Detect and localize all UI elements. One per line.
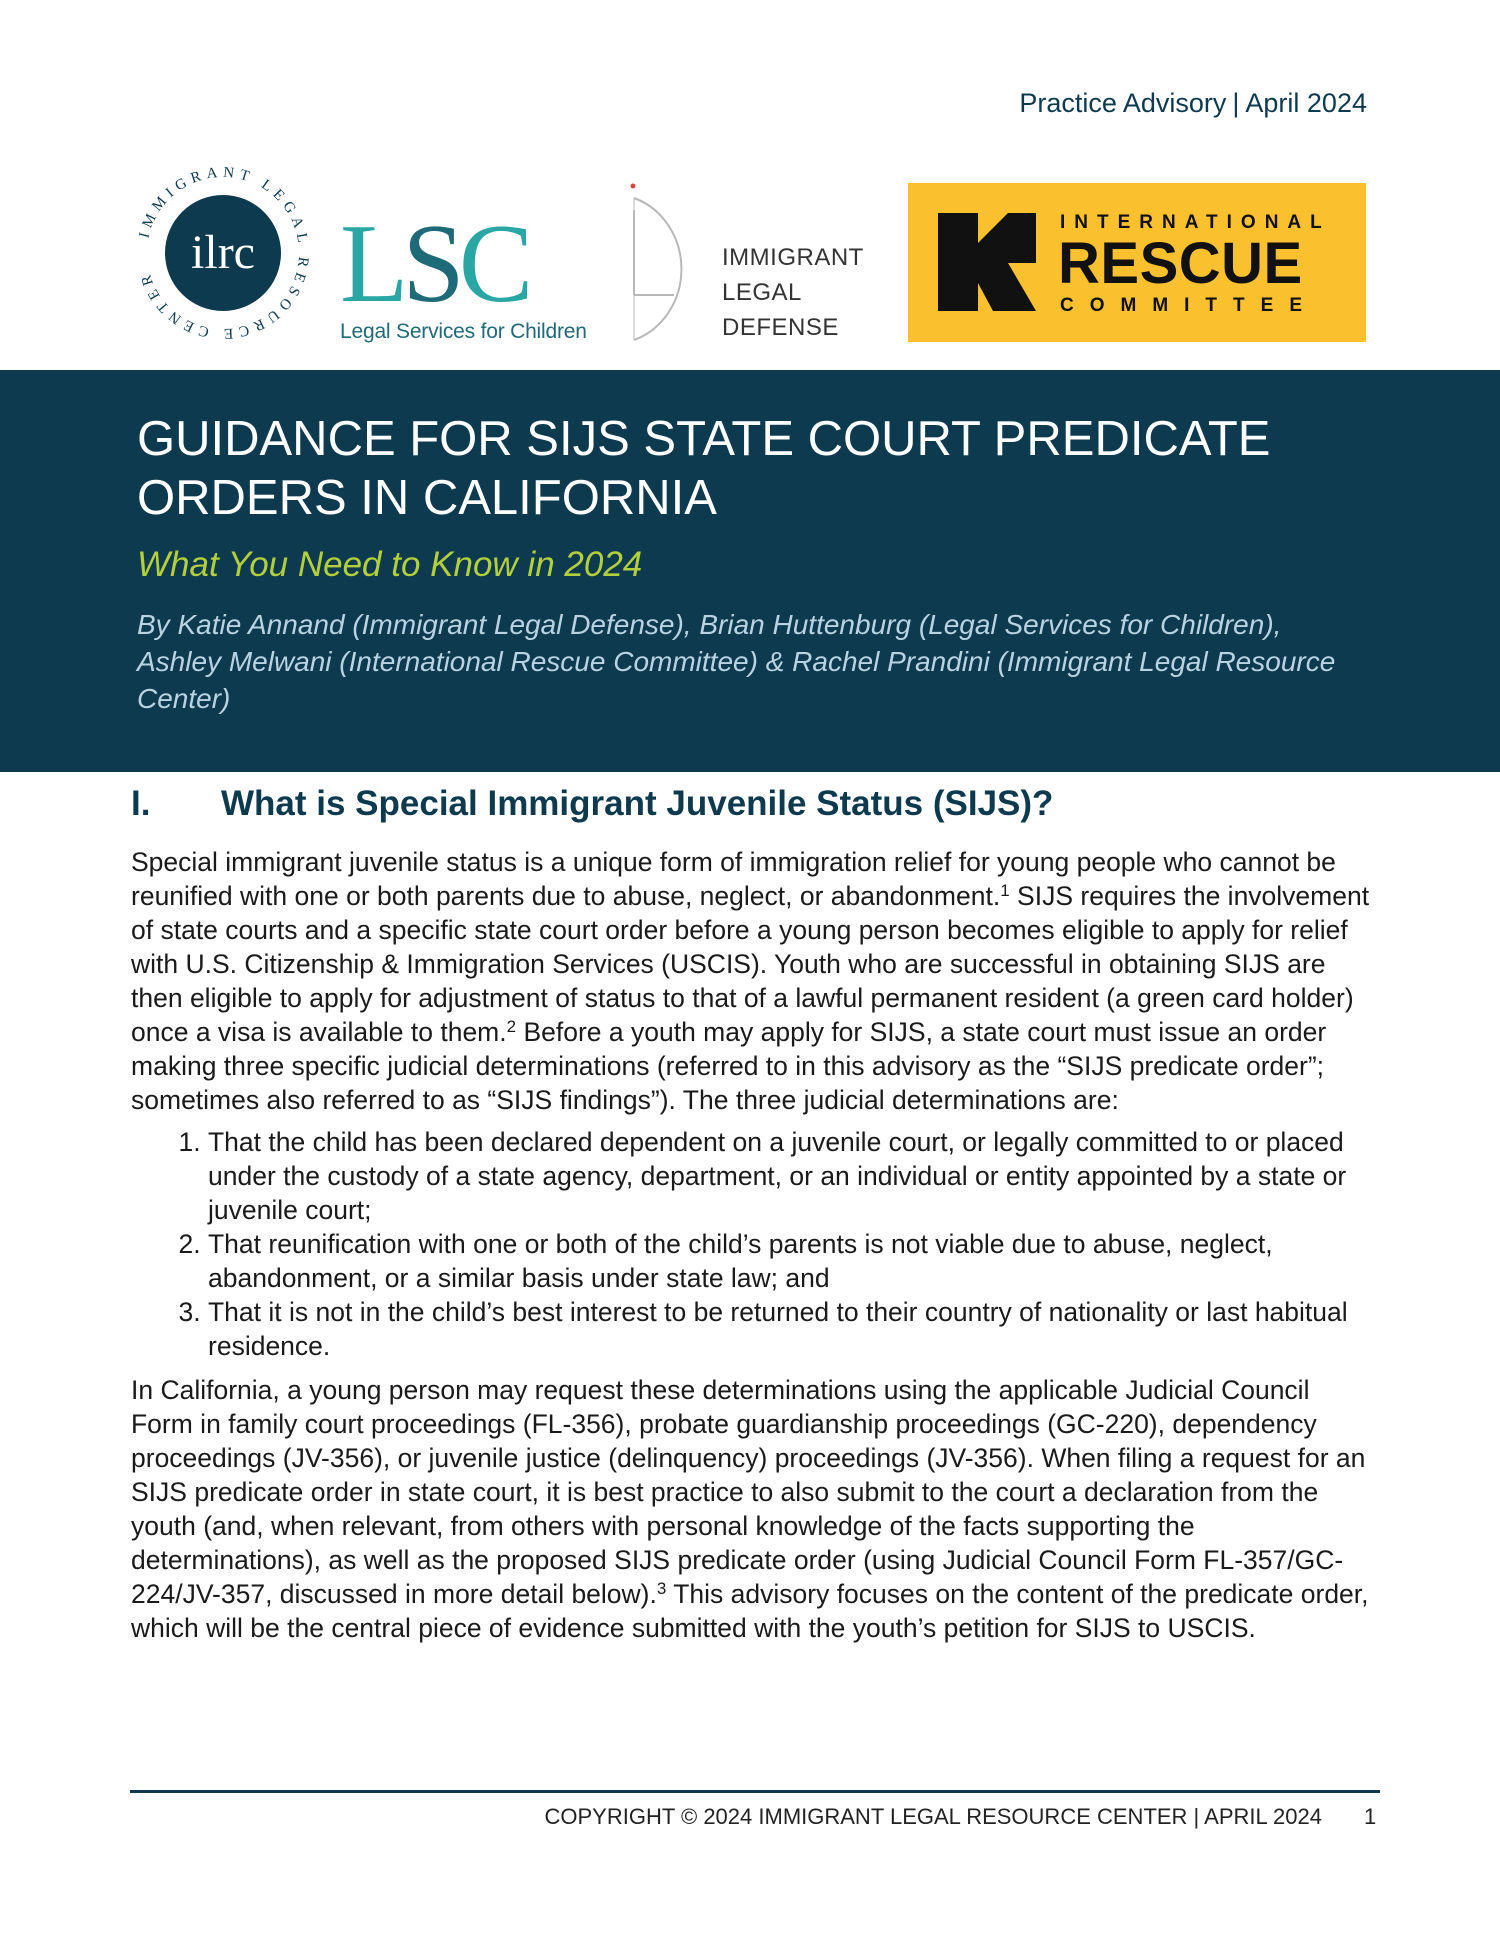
ild-line2: LEGAL [722,279,802,306]
section-number: I. [131,784,151,823]
ilrc-seal-icon [130,160,316,346]
footnote-ref-1[interactable]: 1 [1000,881,1010,900]
footer-divider [130,1790,1380,1793]
header-separator: | [1232,88,1240,118]
doc-date: April 2024 [1245,88,1367,118]
paragraph-intro-c: Before a youth may apply for SIJS, a state court must issue an order making three specific judicial determinations (referred to in this advisory as the “SIJS predicate order”; sometimes also referred to as “SIJS findings”). The three judicial determinations are: [131,1017,1327,1115]
irc-logo [908,183,1366,342]
list-item: 3. That it is not in the child’s best interest to be returned to their country of nationality or last habitual residence. [208,1295,1371,1363]
document-subtitle: What You Need to Know in 2024 [137,545,643,584]
paragraph-california-b: This advisory focuses on the content of the predicate order, which will be the central piece of evidence submitted with the youth’s petition for SIJS to USCIS. [131,1579,1369,1643]
footnote-ref-2[interactable]: 2 [506,1017,517,1036]
doc-type: Practice Advisory [1019,88,1227,118]
paragraph-intro-b: SIJS requires the involvement of state courts and a specific state court order before a young person becomes eligible to apply for relief with U.S. Citizenship & Immigration Services (USCIS). Youth who are successful in obtaining SIJS are then eligible to apply for adjustment of status to that of a lawful permanent resident (a green card holder) once a visa is available to them. [131,881,1370,1047]
paragraph-intro-a: Special immigrant juvenile status is a unique form of immigration relief for young people who cannot be reunified with one or both parents due to abuse, neglect, or abandonment. [131,847,1336,911]
irc-line2: RESCUE [1058,231,1303,296]
irc-mark-icon [938,213,1036,311]
ild-line3: DEFENSE [722,314,839,341]
section-heading [131,784,1053,824]
section-title: What is Special Immigrant Juvenile Status (SIJS)? [221,784,1054,823]
lsc-letters [340,202,590,326]
paragraph-intro [131,845,1371,1117]
footer-copyright: COPYRIGHT © 2024 IMMIGRANT LEGAL RESOURCE CENTER | APRIL 2024 [544,1804,1322,1829]
ilrc-ring-text: IMMIGRANT LEGAL RESOURCE CENTER [136,164,312,342]
document-authors: By Katie Annand (Immigrant Legal Defense), Brian Huttenburg (Legal Services for Children), Ashley Melwani (International Rescue Committee) & Rachel Prandini (Immigrant Legal Resource Center) [137,609,1336,714]
footnote-ref-3[interactable]: 3 [656,1579,667,1598]
list-item: 1. That the child has been declared dependent on a juvenile court, or legally committed to or placed under the custody of a state agency, department, or an individual or entity appointed by a state or juvenile court; [208,1125,1371,1227]
ilrc-logo [130,160,316,346]
lsc-logo [340,202,590,344]
ilrc-center-text: ilrc [191,226,255,279]
paragraph-california-a: In California, a young person may request these determinations using the applicable Judicial Council Form in family court proceedings (FL-356), probate guardianship proceedings (GC-220), dependency proceedings (JV-356), or juvenile justice (delinquency) proceedings (JV-356). When filing a request for an SIJS predicate order in state court, it is best practice to also submit to the court a declaration from the youth (and, when relevant, from others with personal knowledge of the facts supporting the determinations), as well as the proposed SIJS predicate order (using Judicial Council Form FL-357/GC-224/JV-357, discussed in more detail below). [131,1375,1366,1609]
ild-line1: IMMIGRANT [722,244,864,271]
lsc-letters-text: LSC [340,202,528,326]
paragraph-california [131,1373,1371,1645]
irc-line3: COMMITTEE [1060,295,1318,316]
lsc-tagline: Legal Services for Children [340,320,587,343]
section-body [131,845,1371,1645]
irc-line1: INTERNATIONAL [1060,212,1331,233]
document-title: GUIDANCE FOR SIJS STATE COURT PREDICATE ORDERS IN CALIFORNIA [137,412,1271,525]
ild-logo [622,180,884,350]
practice-advisory-date [1019,88,1367,119]
title-banner [0,370,1500,772]
list-item: 2. That reunification with one or both of the child’s parents is not viable due to abuse, neglect, abandonment, or a similar basis under state law; and [208,1227,1371,1295]
page-number: 1 [1364,1804,1377,1829]
determinations-list [131,1125,1371,1363]
ild-wordmark [722,240,864,345]
ild-mark-icon [622,180,702,350]
